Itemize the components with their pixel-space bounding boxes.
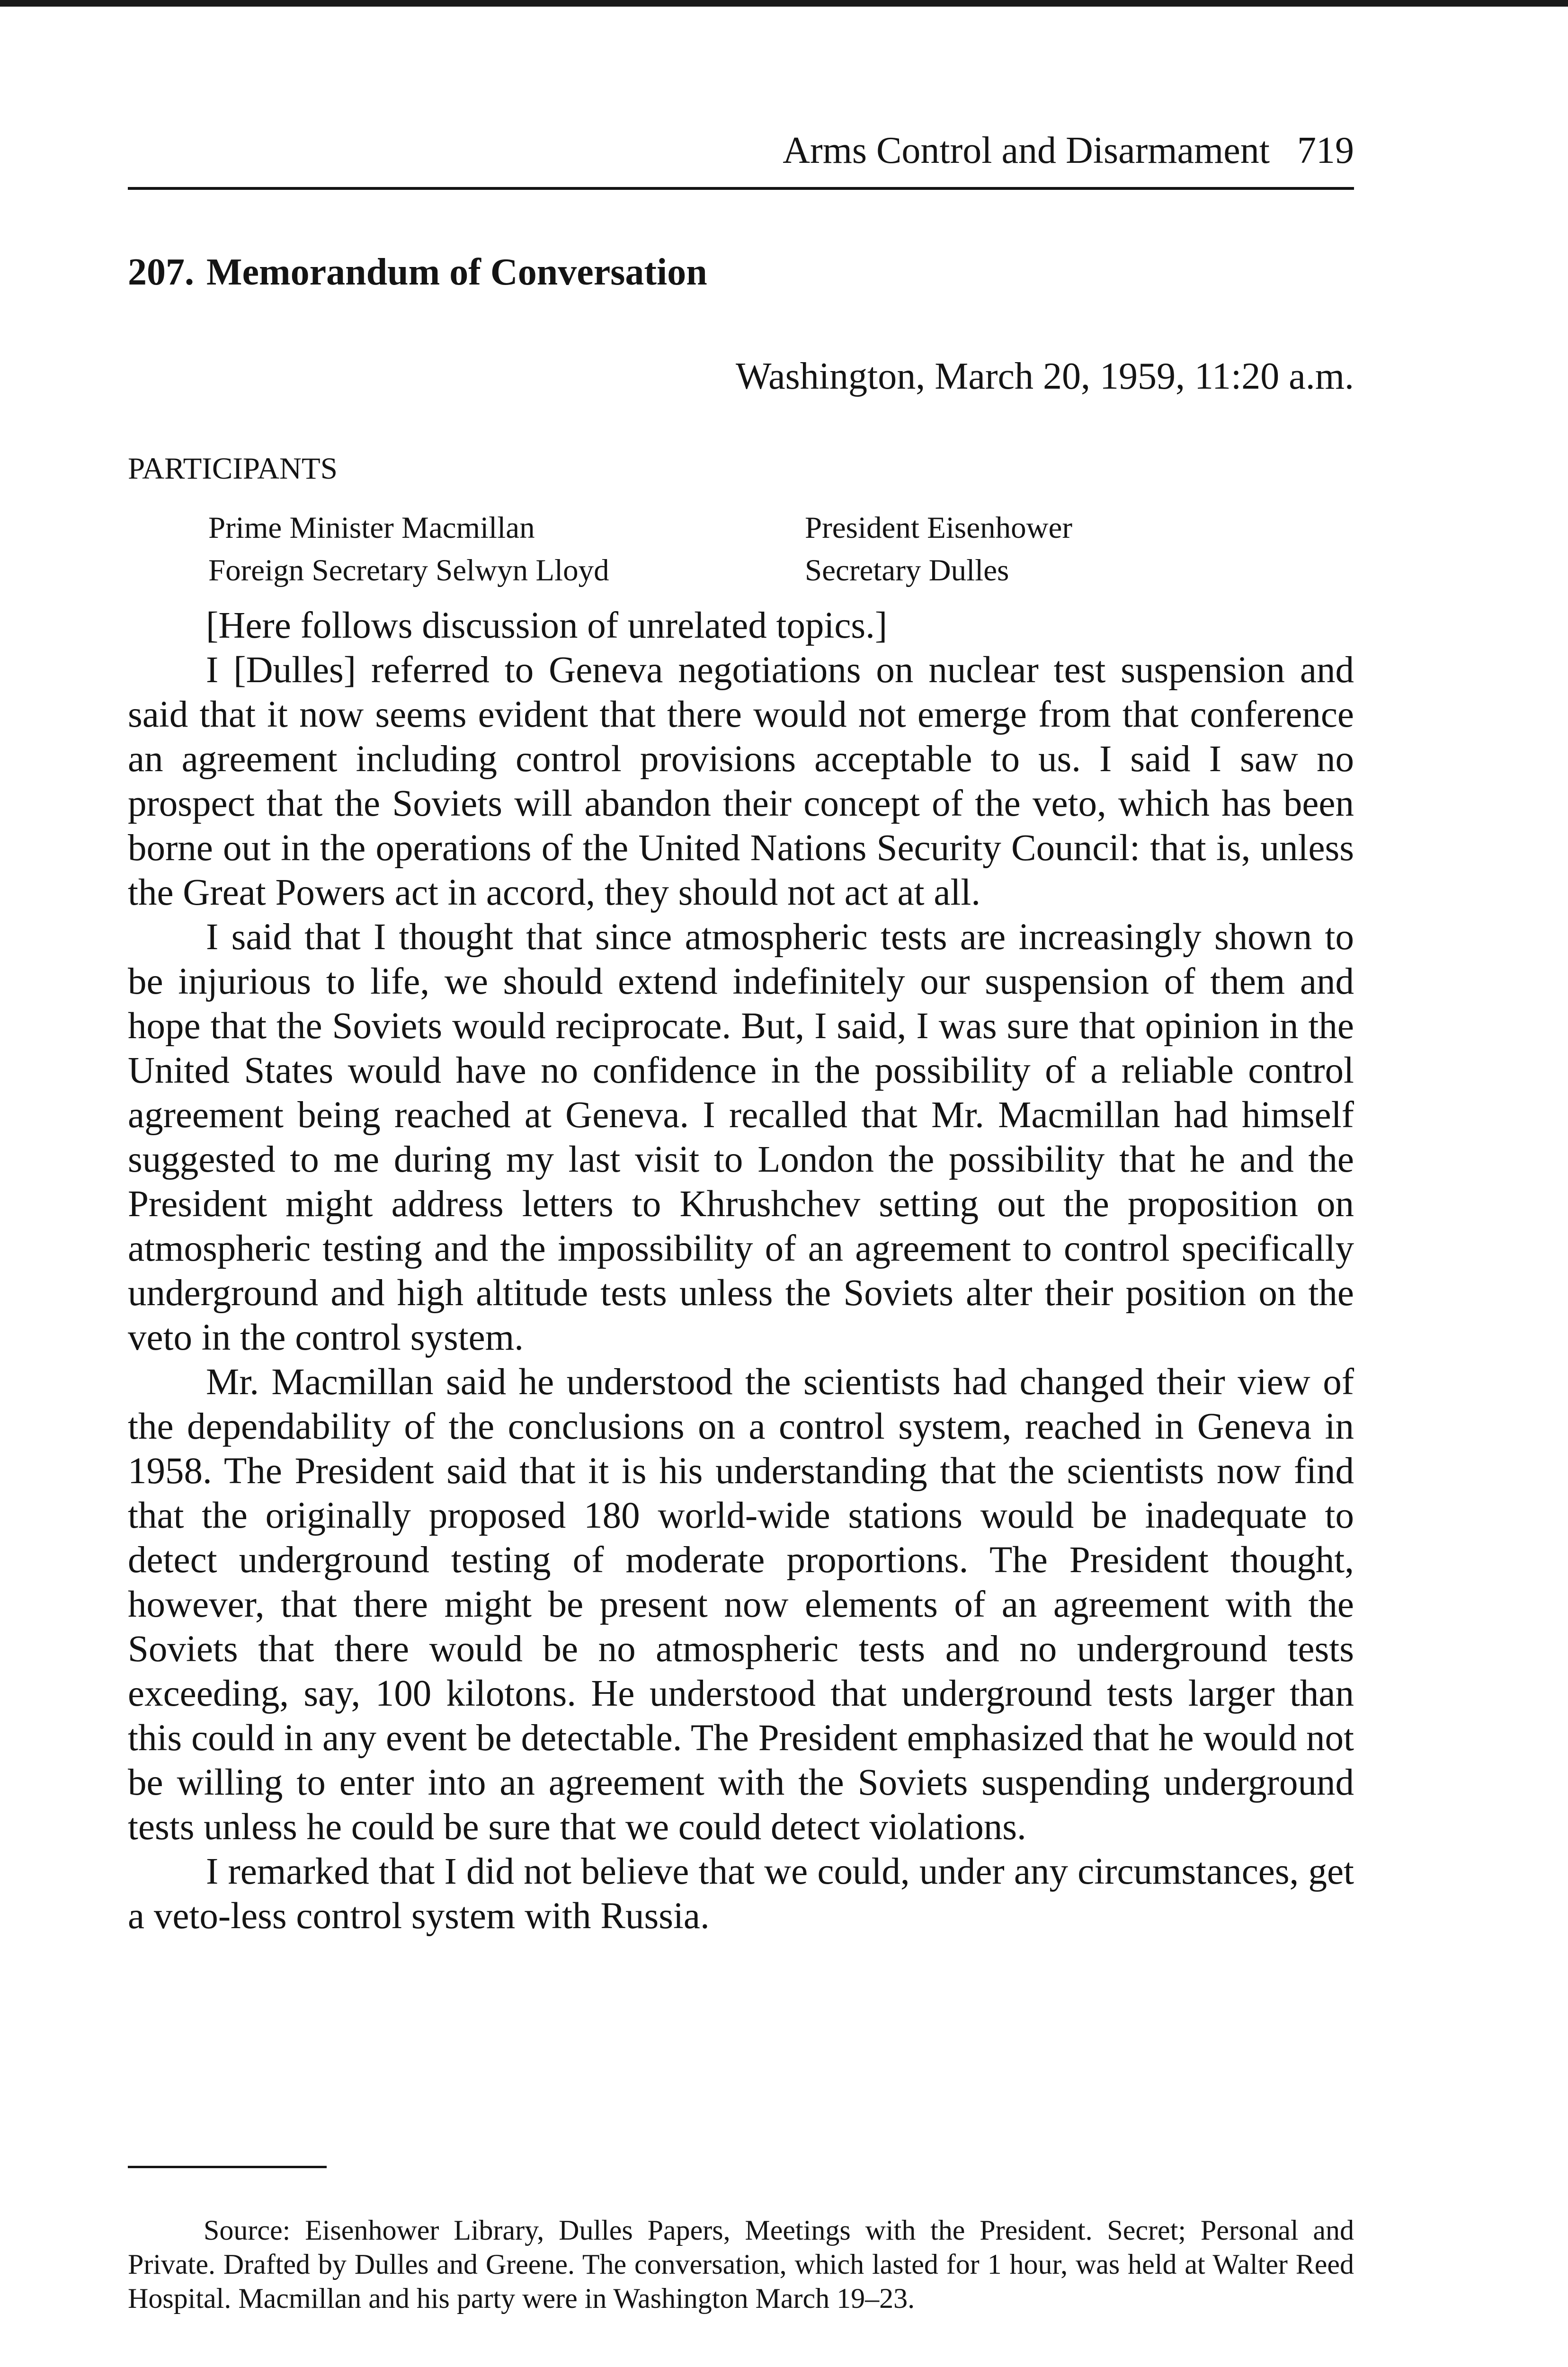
participant-left-2: Foreign Secretary Selwyn Lloyd	[208, 553, 609, 587]
running-head-title: Arms Control and Disarmament	[783, 130, 1270, 171]
dateline: Washington, March 20, 1959, 11:20 a.m.	[736, 356, 1354, 397]
scan-top-edge	[0, 0, 1568, 7]
participant-right-2: Secretary Dulles	[805, 553, 1009, 587]
document-number: 207.	[128, 251, 194, 293]
paragraph-geneva-negotiations: I [Dulles] referred to Geneva negotiations on nuclear test suspension and said that it now seems evident that there would not emerge from that conference an agreement including control provisions acceptable to us. I said I saw no prospect that the Soviets will abandon their concept of the veto, which has been borne out in the operations of the United Nations Security Council: that is, unless the Great Powers act in accord, they should not act at all.	[128, 650, 1354, 913]
memo-body	[128, 604, 1354, 1939]
paragraph-macmillan-scientists: Mr. Macmillan said he understood the scientists had changed their view of the dependability of the conclusions on a control system, reached in Geneva in 1958. The President said that it is his understanding that the scientists now find that the originally proposed 180 world-wide stations would be inadequate to detect underground testing of moderate proportions. The President thought, however, that there might be present now elements of an agreement with the Soviets that there would be no atmospheric tests and no underground tests exceeding, say, 100 kilotons. He understood that underground tests larger than this could in any event be detectable. The President emphasized that he would not be willing to enter into an agreement with the Soviets suspending underground tests unless he could be sure that we could detect violations.	[128, 1361, 1354, 1848]
source-footnote: Source: Eisenhower Library, Dulles Papers, Meetings with the President. Secret; Personal and Private. Drafted by Dulles and Greene. The conversation, which lasted for 1 hour, was held at Walter Reed Hospital. Macmillan and his party were in Washington March 19–23.	[128, 2215, 1354, 2314]
document-heading	[128, 249, 707, 296]
paragraph-veto-less-control: I remarked that I did not believe that we could, under any circumstances, get a veto-less control system with Russia.	[128, 1851, 1354, 1937]
page-number: 719	[1297, 130, 1354, 171]
participant-left-1: Prime Minister Macmillan	[208, 511, 535, 545]
participants-label: PARTICIPANTS	[128, 452, 338, 486]
header-rule	[128, 187, 1354, 190]
participant-right-1: President Eisenhower	[805, 511, 1073, 545]
paragraph-editorial-note: [Here follows discussion of unrelated topics.]	[206, 605, 888, 646]
paragraph-atmospheric-tests: I said that I thought that since atmospheric tests are increasingly shown to be injurious to life, we should extend indefinitely our suspension of them and hope that the Soviets would reciprocate. But, I said, I was sure that opinion in the United States would have no confidence in the possibility of a reliable control agreement being reached at Geneva. I recalled that Mr. Macmillan had himself suggested to me during my last visit to London the possibility that he and the President might address letters to Khrushchev setting out the proposition on atmospheric testing and the impossibility of an agreement to control specifically underground and high altitude tests unless the Soviets alter their position on the veto in the control system.	[128, 917, 1354, 1358]
running-head	[128, 127, 1354, 174]
footnote-rule	[128, 2166, 327, 2168]
document-title: Memorandum of Conversation	[206, 251, 707, 293]
